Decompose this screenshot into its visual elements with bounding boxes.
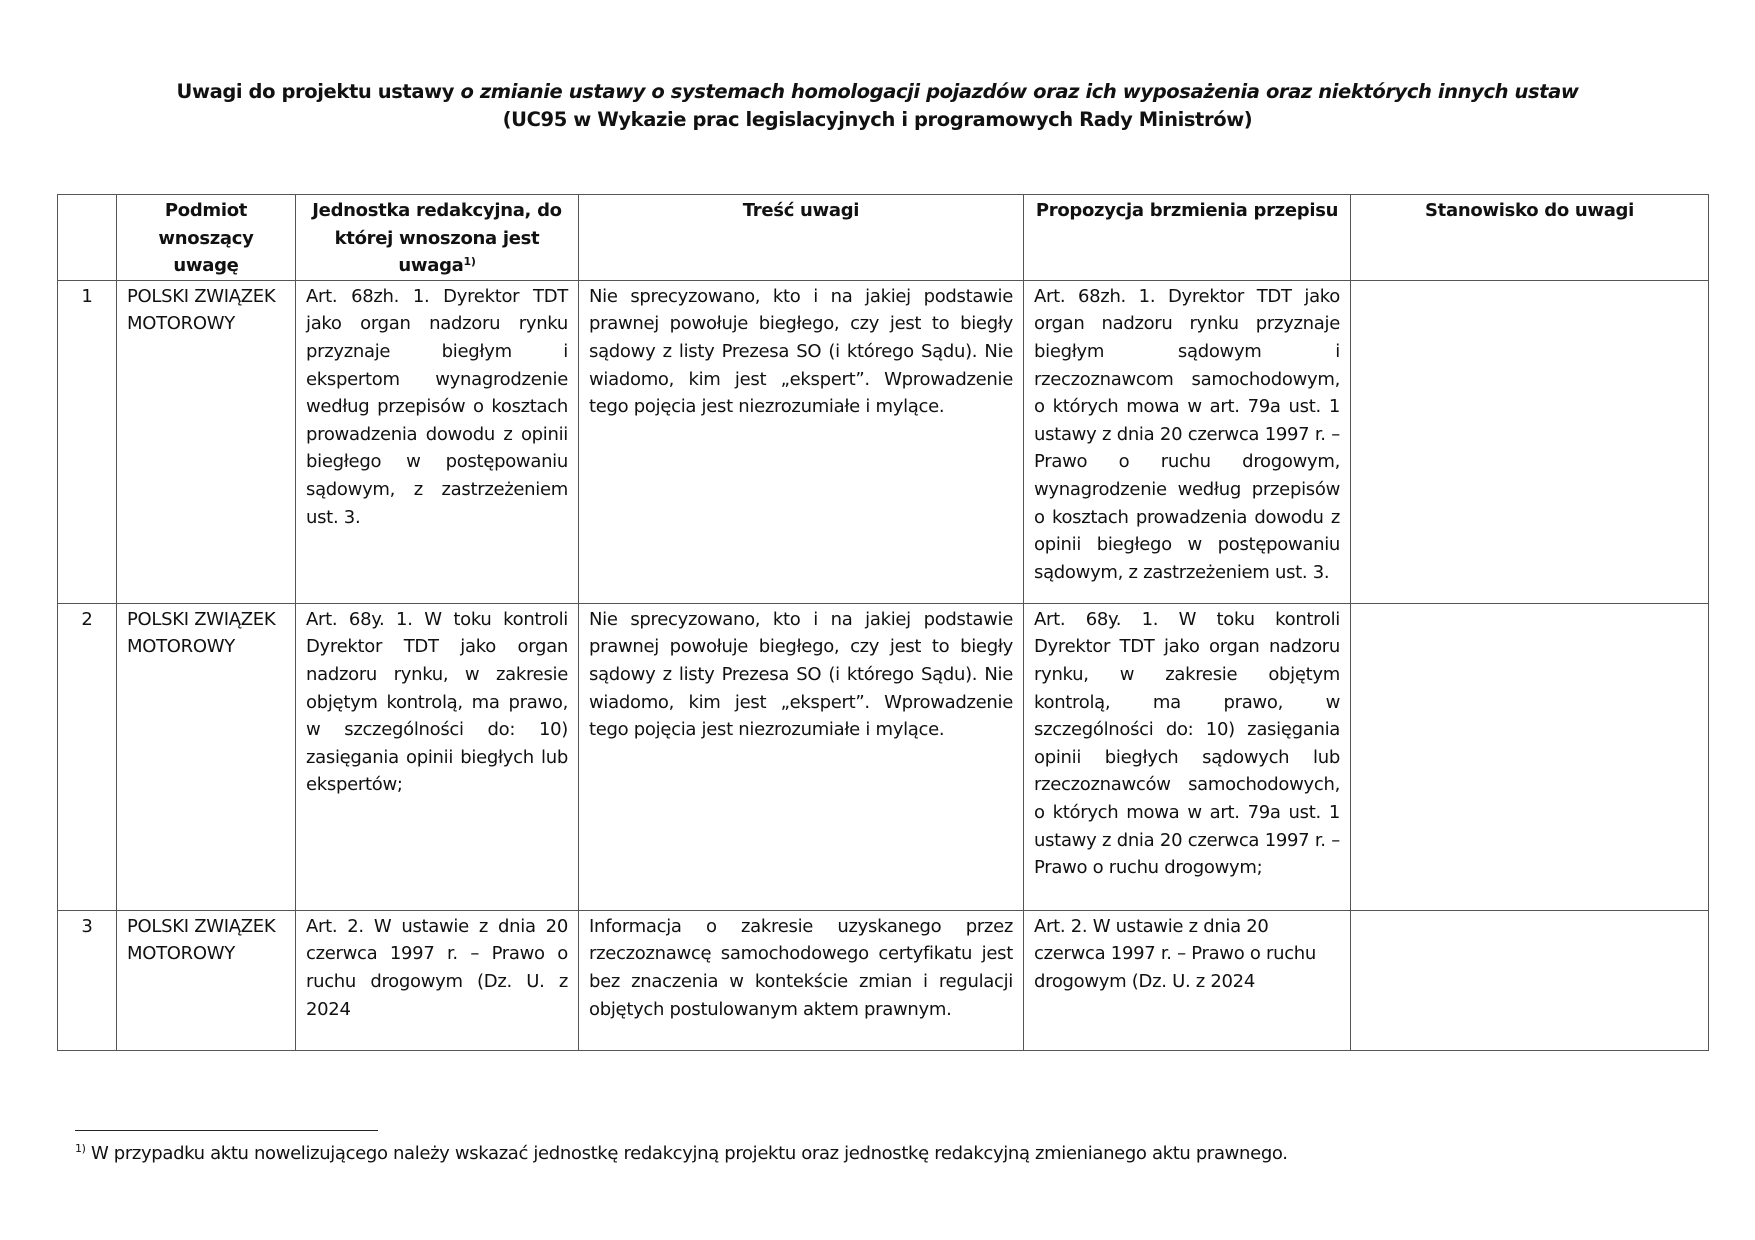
row-proposal: Art. 68y. 1. W toku kontroli Dyrektor TDT jako organ nadzoru rynku, w zakresie objętym kontrolą, ma prawo, w szczególności do: 10) zasięgania opinii biegłych sądowych lub rzeczoznawców samochodowych, o których mowa w art. 79a ust. 1 ustawy z dnia 20 czerwca 1997 r. – Prawo o ruchu drogowym; xyxy=(1024,603,1351,910)
row-proposal: Art. 2. W ustawie z dnia 20 czerwca 1997 r. – Prawo o ruchu drogowym (Dz. U. z 2024 xyxy=(1024,910,1351,1050)
row-number: 3 xyxy=(58,910,117,1050)
footnote-separator xyxy=(75,1130,378,1131)
row-comment: Nie sprecyzowano, kto i na jakiej podstawie prawnej powołuje biegłego, czy jest to biegły sądowy z listy Prezesa SO (i którego Sądu). Nie wiadomo, kim jest „ekspert”. Wprowadzenie tego pojęcia jest niezrozumiałe i mylące. xyxy=(579,280,1024,603)
title-line-2: (UC95 w Wykazie prac legislacyjnych i programowych Rady Ministrów) xyxy=(502,108,1253,131)
title-italic-subject: o zmianie ustawy o systemach homologacji pojazdów oraz ich wyposażenia oraz niektórych innych ustaw xyxy=(460,80,1579,103)
row-number: 1 xyxy=(58,280,117,603)
header-entity: Podmiot wnoszący uwagę xyxy=(117,195,296,281)
footnote-text: W przypadku aktu nowelizującego należy wskazać jednostkę redakcyjną projektu oraz jednostkę redakcyjną zmienianego aktu prawnego. xyxy=(85,1143,1288,1164)
footnote-marker: 1) xyxy=(75,1142,86,1155)
document-title xyxy=(0,78,1755,134)
footnote xyxy=(75,1143,1288,1164)
row-unit: Art. 68y. 1. W toku kontroli Dyrektor TDT jako organ nadzoru rynku, w zakresie objętym kontrolą, ma prawo, w szczególności do: 10) zasięgania opinii biegłych lub ekspertów; xyxy=(296,603,579,910)
row-position xyxy=(1351,280,1709,603)
row-position xyxy=(1351,603,1709,910)
table-row xyxy=(58,280,1709,603)
row-entity: POLSKI ZWIĄZEK MOTOROWY xyxy=(117,910,296,1050)
table-row xyxy=(58,603,1709,910)
header-comment: Treść uwagi xyxy=(579,195,1024,281)
row-entity: POLSKI ZWIĄZEK MOTOROWY xyxy=(117,603,296,910)
row-unit: Art. 68zh. 1. Dyrektor TDT jako organ nadzoru rynku przyznaje biegłym i ekspertom wynagrodzenie według przepisów o kosztach prowadzenia dowodu z opinii biegłego w postępowaniu sądowym, z zastrzeżeniem ust. 3. xyxy=(296,280,579,603)
comments-table xyxy=(57,194,1709,1051)
row-proposal: Art. 68zh. 1. Dyrektor TDT jako organ nadzoru rynku przyznaje biegłym sądowym i rzeczoznawcom samochodowym, o których mowa w art. 79a ust. 1 ustawy z dnia 20 czerwca 1997 r. – Prawo o ruchu drogowym, wynagrodzenie według przepisów o kosztach prowadzenia dowodu z opinii biegłego w postępowaniu sądowym, z zastrzeżeniem ust. 3. xyxy=(1024,280,1351,603)
row-unit: Art. 2. W ustawie z dnia 20 czerwca 1997 r. – Prawo o ruchu drogowym (Dz. U. z 2024 xyxy=(296,910,579,1050)
row-comment: Informacja o zakresie uzyskanego przez rzeczoznawcę samochodowego certyfikatu jest bez znaczenia w kontekście zmian i regulacji objętych postulowanym aktem prawnym. xyxy=(579,910,1024,1050)
row-number: 2 xyxy=(58,603,117,910)
header-position: Stanowisko do uwagi xyxy=(1351,195,1709,281)
table-row xyxy=(58,910,1709,1050)
title-line-1 xyxy=(0,78,1755,106)
header-number xyxy=(58,195,117,281)
row-entity: POLSKI ZWIĄZEK MOTOROWY xyxy=(117,280,296,603)
row-position xyxy=(1351,910,1709,1050)
title-prefix: Uwagi do projektu ustawy xyxy=(176,80,461,103)
footnote-ref[interactable]: 1) xyxy=(463,255,476,269)
header-proposal: Propozycja brzmienia przepisu xyxy=(1024,195,1351,281)
table-header-row xyxy=(58,195,1709,281)
row-comment: Nie sprecyzowano, kto i na jakiej podstawie prawnej powołuje biegłego, czy jest to biegły sądowy z listy Prezesa SO (i którego Sądu). Nie wiadomo, kim jest „ekspert”. Wprowadzenie tego pojęcia jest niezrozumiałe i mylące. xyxy=(579,603,1024,910)
header-unit-label: Jednostka redakcyjna, do której wnoszona jest uwaga xyxy=(312,200,562,277)
header-unit xyxy=(296,195,579,281)
